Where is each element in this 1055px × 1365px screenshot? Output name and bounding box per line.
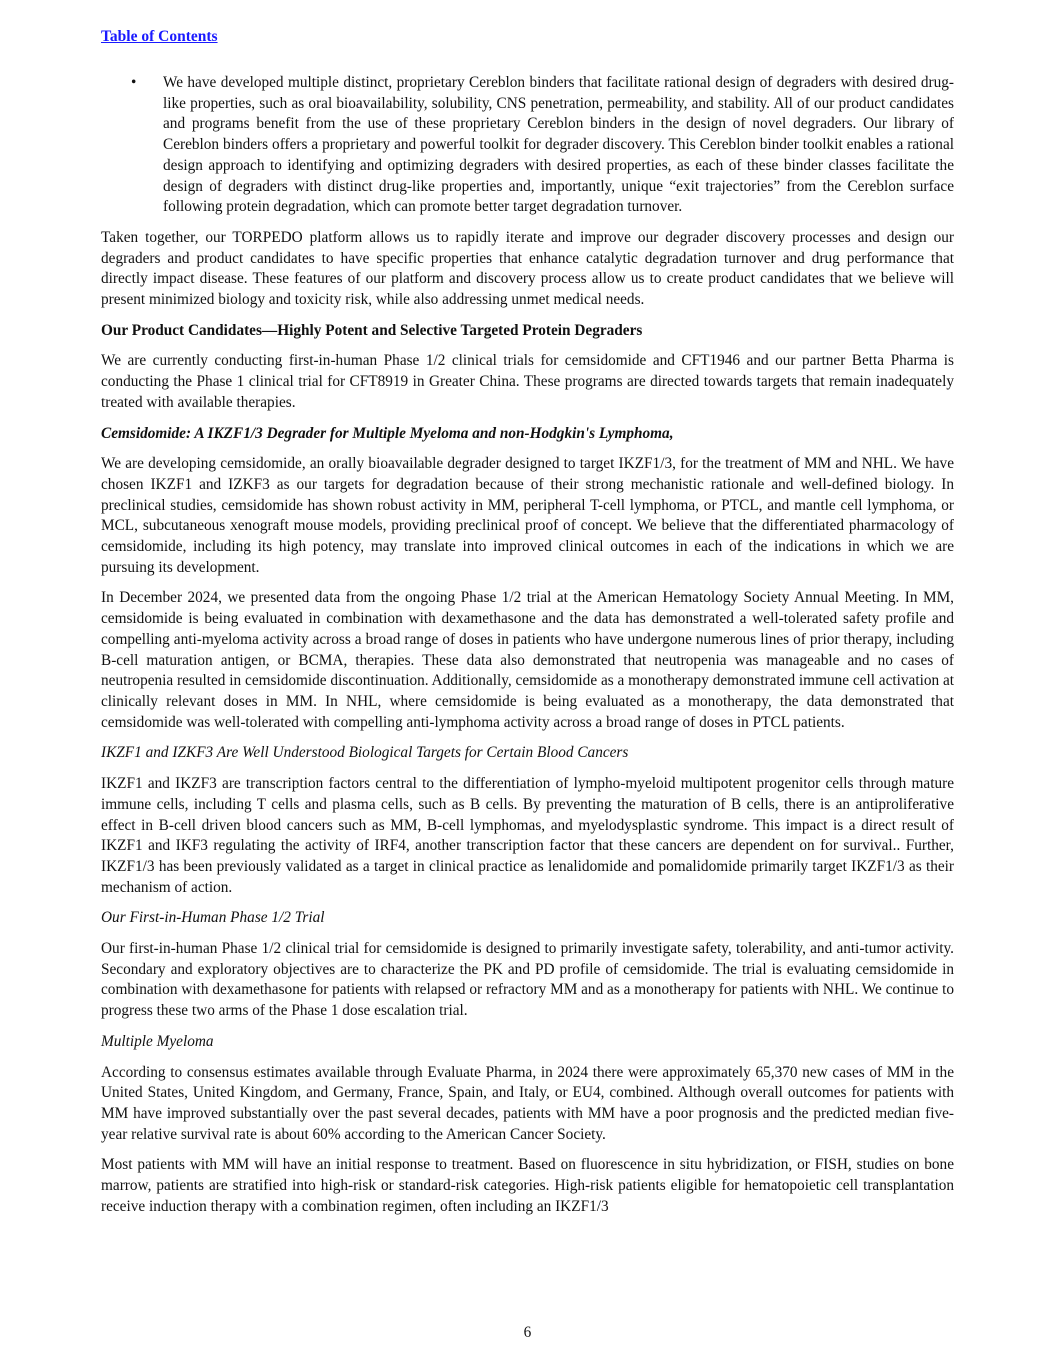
paragraph-clinical-trials: We are currently conducting first-in-human Phase 1/2 clinical trials for cemsidomide and CFT1946 and our partner Betta Pharma is conducting the Phase 1 clinical trial for CFT8919 in Greater China. These programs are directed towards targets that remain inadequately treated with available therapies. — [101, 352, 954, 411]
page-number: 6 — [523, 1324, 532, 1341]
table-of-contents-link[interactable]: Table of Contents — [101, 28, 218, 45]
heading-ikzf-targets: IKZF1 and IZKF3 Are Well Understood Biological Targets for Certain Blood Cancers — [101, 744, 629, 762]
paragraph-phase-trial: Our first-in-human Phase 1/2 clinical trial for cemsidomide is designed to primarily investigate safety, tolerability, and anti-tumor activity. Secondary and exploratory objectives are to characterize the PK and PD profile of cemsidomide. The trial is evaluating cemsidomide in combination with dexamethasone for patients with relapsed or refractory MM and as a monotherapy for patients with NHL. We continue to progress these two arms of the Phase 1 dose escalation trial. — [101, 940, 954, 1020]
paragraph-mm-incidence: According to consensus estimates available through Evaluate Pharma, in 2024 there were approximately 65,370 new cases of MM in the United States, United Kingdom, and Germany, France, Spain, and Italy, or EU4, combined. Although overall outcomes for patients with MM have improved substantially over the past several decades, patients with MM have a poor prognosis and the predicted median five-year relative survival rate is about 60% according to the American Cancer Society. — [101, 1063, 954, 1143]
document-body — [101, 73, 954, 1227]
paragraph-cemsidomide-development: We are developing cemsidomide, an orally bioavailable degrader designed to target IKZF1/3, for the treatment of MM and NHL. We have chosen IKZF1 and IZKF3 as our targets for degradation because of their strong mechanistic rationale and well-defined biology. In preclinical studies, cemsidomide has shown robust activity in MM, peripheral T-cell lymphoma, or PTCL, and mantle cell lymphoma, or MCL, subcutaneous xenograft mouse models, providing preclinical proof of concept. We believe that the differentiated pharmacology of cemsidomide, including its high potency, may translate into improved clinical outcomes in each of the indications in which we are pursuing its development. — [101, 455, 954, 576]
heading-multiple-myeloma: Multiple Myeloma — [101, 1032, 214, 1050]
bullet-item — [101, 73, 954, 218]
paragraph-mm-treatment: Most patients with MM will have an initial response to treatment. Based on fluorescence in situ hybridization, or FISH, studies on bone marrow, patients are stratified into high-risk or standard-risk categories. High-risk patients eligible for hematopoietic cell transplantation receive induction therapy with a combination regimen, often including an IKZF1/3 — [101, 1156, 954, 1215]
paragraph-ash-data: In December 2024, we presented data from the ongoing Phase 1/2 trial at the American Hematology Society Annual Meeting. In MM, cemsidomide is being evaluated in combination with dexamethasone and the data has demonstrated a well-tolerated safety profile and compelling anti-myeloma activity across a broad range of doses in patients who have undergone numerous lines of prior therapy, including B-cell maturation antigen, or BCMA, therapies. These data also demonstrated that neutropenia was manageable and no cases of neutropenia resulted in cemsidomide discontinuation. Additionally, cemsidomide as a monotherapy demonstrated immune cell activation at clinically relevant doses in MM. In NHL, where cemsidomide is being evaluated as a monotherapy, the data demonstrated that cemsidomide was well-tolerated with compelling anti-lymphoma activity across a broad range of doses in PTCL patients. — [101, 589, 954, 731]
heading-cemsidomide: Cemsidomide: A IKZF1/3 Degrader for Multiple Myeloma and non-Hodgkin's Lymphoma, — [101, 424, 674, 442]
paragraph-ikzf-biology: IKZF1 and IKZF3 are transcription factors central to the differentiation of lympho-myeloid multipotent progenitor cells through mature immune cells, including T cells and plasma cells, such as B cells. By preventing the maturation of B cells, there is an antiproliferative effect in B-cell driven blood cancers such as MM, B-cell lymphomas, and myelodysplastic syndrome. This impact is a direct result of IKZF1 and IKF3 regulating the activity of IRF4, another transcription factor that these cancers are dependent on for survival.. Further, IKZF1/3 has been previously validated as a target in clinical practice as lenalidomide and pomalidomide primarily target IKZF1/3 as their mechanism of action. — [101, 775, 954, 896]
paragraph-torpedo-platform: Taken together, our TORPEDO platform allows us to rapidly iterate and improve our degrader discovery processes and design our degraders and product candidates to have specific properties that enhance catalytic degradation turnover and drug performance that directly impact disease. These features of our platform and discovery process allow us to create product candidates that we believe will present minimized biology and toxicity risk, while also addressing unmet medical needs. — [101, 228, 954, 309]
heading-product-candidates: Our Product Candidates—Highly Potent and Selective Targeted Protein Degraders — [101, 321, 643, 339]
bullet-text: We have developed multiple distinct, proprietary Cereblon binders that facilitate rational design of degraders with desired drug-like properties, such as oral bioavailability, solubility, CNS penetration, permeability, and stability. All of our product candidates and programs benefit from the use of these proprietary Cereblon binders in the design of novel degraders. Our library of Cereblon binders offers a proprietary and powerful toolkit for degrader discovery. This Cereblon binder toolkit enables a rational design approach to identifying and optimizing degraders with desired properties, as each of these binder classes facilitate the design of degraders with distinct drug-like properties and, importantly, unique “exit trajectories” from the Cereblon surface following protein degradation, which can promote better target degradation turnover. — [163, 74, 954, 216]
bullet-icon: • — [131, 74, 137, 91]
heading-phase-trial: Our First-in-Human Phase 1/2 Trial — [101, 909, 325, 927]
